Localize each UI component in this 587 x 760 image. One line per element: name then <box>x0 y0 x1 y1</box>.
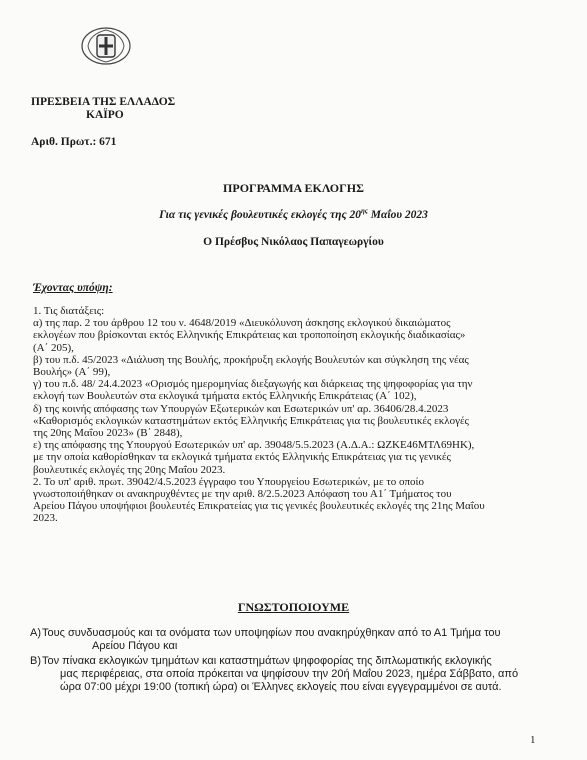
body-line: της 20ης Μαΐου 2023» (Β΄ 2848), <box>33 427 183 440</box>
embassy-name: ΠΡΕΣΒΕΙΑ ΤΗΣ ΕΛΛΑΔΟΣ <box>31 96 176 108</box>
list-item-line: Αρείου Πάγου και <box>92 640 178 652</box>
body-line: 2. Το υπ' αριθ. πρωτ. 39042/4.5.2023 έγγραφο του Υπουργείου Εσωτερικών, με το οποίο <box>33 475 425 488</box>
protocol-number: Αριθ. Πρωτ.: 671 <box>31 136 117 148</box>
body-line: βουλευτικές εκλογές της 20ης Μαΐου 2023. <box>33 463 226 476</box>
list-item-line: μας περιφέρειας, στα οποία πρόκειται να ψηφίσουν την 20ή Μαΐου 2023, ημέρα Σάββατο, από <box>60 668 519 680</box>
body-line: γ) του π.δ. 48/ 24.4.2023 «Ορισμός ημερομηνίας διεξαγωγής και διάρκειας της ψηφοφορίας για την <box>33 378 473 391</box>
body-line: 2023. <box>33 512 58 525</box>
document-subtitle: Για τις γενικές βουλευτικές εκλογές της $20^{\eta\varsigma}$ Μαΐου 2023 <box>159 207 428 221</box>
body-line: 1. Τις διατάξεις: <box>33 305 105 317</box>
ambassador-name: Ο Πρέσβυς Νικόλαος Παπαγεωργίου <box>203 236 384 248</box>
page-number: 1 <box>530 734 536 746</box>
list-item-line: ώρα 07:00 μέχρι 19:00 (τοπική ώρα) οι Έλληνες εκλογείς που είναι εγγεγραμμένοι σε αυτά. <box>60 681 502 693</box>
embassy-city: ΚΑΪΡΟ <box>86 109 124 121</box>
body-line: δ) της κοινής απόφασης των Υπουργών Εξωτερικών και Εσωτερικών υπ' αρ. 36406/28.4.2023 <box>33 402 449 415</box>
body-line: γνωστοποιήθηκαν οι ανακηρυχθέντες με την αριθ. 8/2.5.2023 Απόφαση του Α1΄ Τμήματος του <box>33 488 452 501</box>
list-item-line: Τους συνδυασμούς και τα ονόματα των υποψηφίων που ανακηρύχθηκαν από το Α1 Τμήμα του <box>42 627 501 639</box>
body-line: με την οποία καθορίσθηκαν τα εκλογικά τμήματα εκτός Ελληνικής Επικράτειας για τις γενικές <box>33 451 451 464</box>
body-line: Βουλής» (Α΄ 99), <box>33 366 111 379</box>
body-line: α) της παρ. 2 του άρθρου 12 του ν. 4648/2019 «Διευκόλυνση άσκησης εκλογικού δικαιώματος <box>33 317 451 330</box>
considerations-body <box>33 305 558 525</box>
greek-coat-of-arms-icon <box>80 26 132 66</box>
body-line: (Α΄ 205), <box>33 341 74 354</box>
list-marker: Α) <box>30 627 41 639</box>
considering-heading: Έχοντας υπόψη: <box>33 282 113 294</box>
body-line: β) του π.δ. 45/2023 «Διάλυση της Βουλής, προκήρυξη εκλογής Βουλευτών και σύγκληση της νέας <box>33 353 469 366</box>
body-line: εκλογέων που βρίσκονται εκτός Ελληνικής Επικράτειας και τροποποίηση εκλογικής διαδικασίας» <box>33 329 466 342</box>
body-line: Αρείου Πάγου υποψήφιοι βουλευτές Επικρατείας για τις γενικές βουλευτικές εκλογές της 21ης Μαΐου <box>33 500 485 513</box>
document-title: ΠΡΟΓΡΑΜΜΑ ΕΚΛΟΓΗΣ <box>223 181 364 195</box>
list-item <box>30 655 560 694</box>
list-item-line: Τον πίνακα εκλογικών τμημάτων και καταστημάτων ψηφοφορίας της διπλωματικής εκλογικής <box>42 655 492 667</box>
body-line: ε) της απόφασης της Υπουργού Εσωτερικών υπ' αρ. 39048/5.5.2023 (Α.Δ.Α.: ΩΖΚΕ46ΜΤΛ69ΗΚ), <box>33 439 475 452</box>
body-line: «Καθορισμός εκλογικών καταστημάτων εκτός Ελληνικής Επικράτειας για τις βουλευτικές εκλογές <box>33 414 469 427</box>
body-line: εκλογή των Βουλευτών στα εκλογικά τμήματα εκτός Ελληνικής Επικράτειας (Α΄ 102), <box>33 390 417 403</box>
list-marker: Β) <box>30 655 41 667</box>
list-item <box>30 627 560 653</box>
announce-heading: ΓΝΩΣΤΟΠΟΙΟΥΜΕ <box>237 600 350 614</box>
announcement-list <box>30 627 560 694</box>
